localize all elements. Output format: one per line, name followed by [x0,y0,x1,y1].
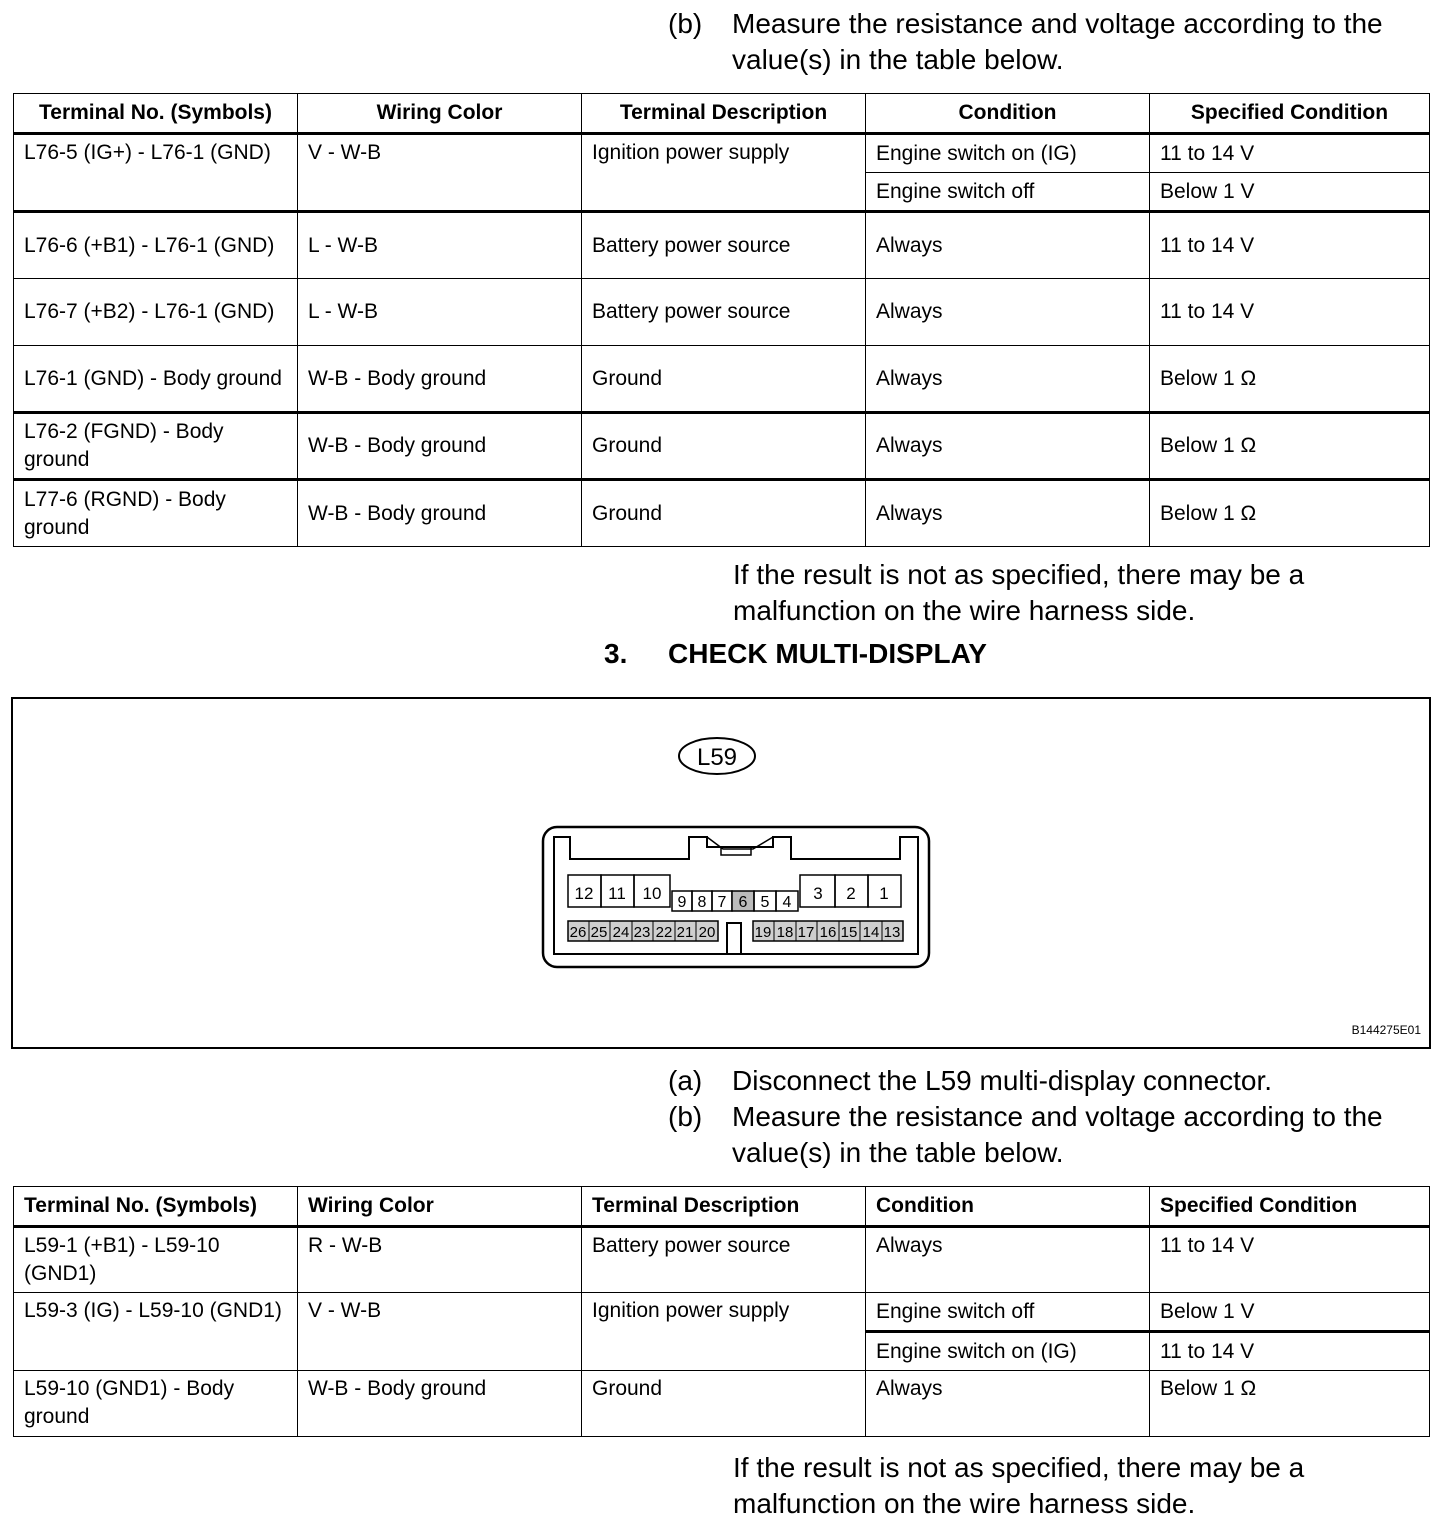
step-label: (b) [668,8,703,39]
step-label: (a) [668,1065,703,1096]
header-wiring: Wiring Color [298,94,582,134]
note-2: If the result is not as specified, there may be a malfunction on the wire harness side. [733,1452,1305,1519]
table-header-row [14,94,1430,134]
cell-description: Ground [582,1371,866,1437]
cell-terminal: L77-6 (RGND) - Body ground [14,480,298,547]
cell-specified: 11 to 14 V [1150,1227,1430,1293]
pin-label: 7 [717,894,727,911]
header-wiring: Wiring Color [298,1187,582,1227]
cell-specified: 11 to 14 V [1150,134,1430,173]
cell-wiring: W-B - Body ground [298,1371,582,1437]
bottom-pins-left [568,921,718,941]
table-row [14,346,1430,413]
cell-description: Battery power source [582,1227,866,1293]
cell-specified: Below 1 Ω [1150,346,1430,413]
pin-label: 3 [813,884,823,903]
table-row [14,480,1430,547]
cell-condition: Always [866,1371,1150,1437]
pin-label: 25 [590,924,608,941]
step-text: Measure the resistance and voltage according to the value(s) in the table below. [732,1101,1383,1168]
header-description: Terminal Description [582,94,866,134]
cell-specified: 11 to 14 V [1150,1332,1430,1371]
step-label: (b) [668,1101,703,1132]
cell-wiring: R - W-B [298,1227,582,1293]
cell-condition: Always [866,212,1150,279]
cell-specified: Below 1 Ω [1150,480,1430,547]
pin-label: 21 [676,924,694,941]
cell-terminal: L76-6 (+B1) - L76-1 (GND) [14,212,298,279]
cell-wiring: W-B - Body ground [298,480,582,547]
pin-label: 19 [754,924,772,941]
pin-label: 2 [846,884,856,903]
top-pins-mid [672,891,798,911]
pin-label: 16 [819,924,837,941]
pin-label: 9 [677,894,687,911]
table-row [14,413,1430,480]
table-header-row [14,1187,1430,1227]
step-text: Disconnect the L59 multi-display connector. [732,1065,1273,1096]
cell-condition: Always [866,413,1150,480]
cell-terminal: L76-1 (GND) - Body ground [14,346,298,413]
pin-label: 18 [776,924,794,941]
top-pins-right [800,875,901,907]
bottom-pins-right [753,921,903,941]
step-text: Measure the resistance and voltage according to the value(s) in the table below. [732,8,1383,75]
cell-description: Battery power source [582,279,866,346]
cell-condition: Always [866,1227,1150,1293]
pin-label: 14 [862,924,880,941]
cell-specified: Below 1 Ω [1150,1371,1430,1437]
cell-wiring: L - W-B [298,212,582,279]
pin-label: 23 [633,924,651,941]
cell-description: Ignition power supply [582,134,866,212]
connector-latch-tab [721,847,751,855]
pin-label: 10 [642,884,662,903]
cell-condition: Engine switch off [866,173,1150,212]
cell-condition: Engine switch off [866,1293,1150,1332]
cell-description: Battery power source [582,212,866,279]
cell-terminal: L59-1 (+B1) - L59-10 (GND1) [14,1227,298,1293]
cell-description: Ground [582,480,866,547]
step-a [668,1063,1438,1099]
figure-code: B144275E01 [1351,1023,1421,1037]
pin-label: 6 [738,894,748,911]
cell-wiring: W-B - Body ground [298,413,582,480]
header-specified: Specified Condition [1150,94,1430,134]
connector-key-slot [727,923,741,954]
header-terminal: Terminal No. (Symbols) [14,94,298,134]
cell-condition: Engine switch on (IG) [866,1332,1150,1371]
pin-label: 17 [797,924,815,941]
header-terminal: Terminal No. (Symbols) [14,1187,298,1227]
connector-label: L59 [696,744,738,771]
table-row [14,1371,1430,1437]
header-description: Terminal Description [582,1187,866,1227]
cell-specified: Below 1 Ω [1150,413,1430,480]
section-title: CHECK MULTI-DISPLAY [668,638,987,669]
cell-wiring: V - W-B [298,1293,582,1371]
cell-wiring: W-B - Body ground [298,346,582,413]
cell-condition: Engine switch on (IG) [866,134,1150,173]
step-b-bottom [668,1099,1438,1171]
table-row [14,1227,1430,1293]
cell-description: Ignition power supply [582,1293,866,1371]
header-condition: Condition [866,1187,1150,1227]
note-1: If the result is not as specified, there may be a malfunction on the wire harness side. [733,559,1305,626]
section-number: 3. [604,638,628,669]
pin-label: 4 [782,894,792,911]
pin-label: 24 [612,924,630,941]
pin-label: 11 [608,884,626,903]
terminal-table-1 [13,93,1430,547]
cell-description: Ground [582,346,866,413]
table-row [14,212,1430,279]
cell-specified: Below 1 V [1150,1293,1430,1332]
pin-label: 26 [569,924,587,941]
pin-label: 1 [879,884,889,903]
cell-wiring: V - W-B [298,134,582,212]
cell-terminal: L76-7 (+B2) - L76-1 (GND) [14,279,298,346]
cell-terminal: L59-3 (IG) - L59-10 (GND1) [14,1293,298,1371]
table-row [14,1293,1430,1332]
top-pins-left [568,875,670,907]
cell-description: Ground [582,413,866,480]
header-specified: Specified Condition [1150,1187,1430,1227]
pin-label: 15 [840,924,858,941]
connector-diagram [13,699,1429,1047]
pin-label: 13 [883,924,901,941]
pin-label: 8 [697,894,707,911]
table-row [14,279,1430,346]
cell-specified: 11 to 14 V [1150,279,1430,346]
cell-terminal: L76-5 (IG+) - L76-1 (GND) [14,134,298,212]
terminal-table-2 [13,1186,1430,1437]
pin-label: 5 [760,894,770,911]
pin-label: 12 [574,884,594,903]
header-condition: Condition [866,94,1150,134]
cell-condition: Always [866,480,1150,547]
cell-terminal: L59-10 (GND1) - Body ground [14,1371,298,1437]
table-row [14,134,1430,173]
cell-condition: Always [866,346,1150,413]
step-b-top [668,6,1438,78]
cell-specified: 11 to 14 V [1150,212,1430,279]
pin-label: 22 [655,924,673,941]
cell-specified: Below 1 V [1150,173,1430,212]
pin-label: 20 [698,924,716,941]
cell-terminal: L76-2 (FGND) - Body ground [14,413,298,480]
cell-wiring: L - W-B [298,279,582,346]
connector-figure [11,697,1431,1049]
cell-condition: Always [866,279,1150,346]
